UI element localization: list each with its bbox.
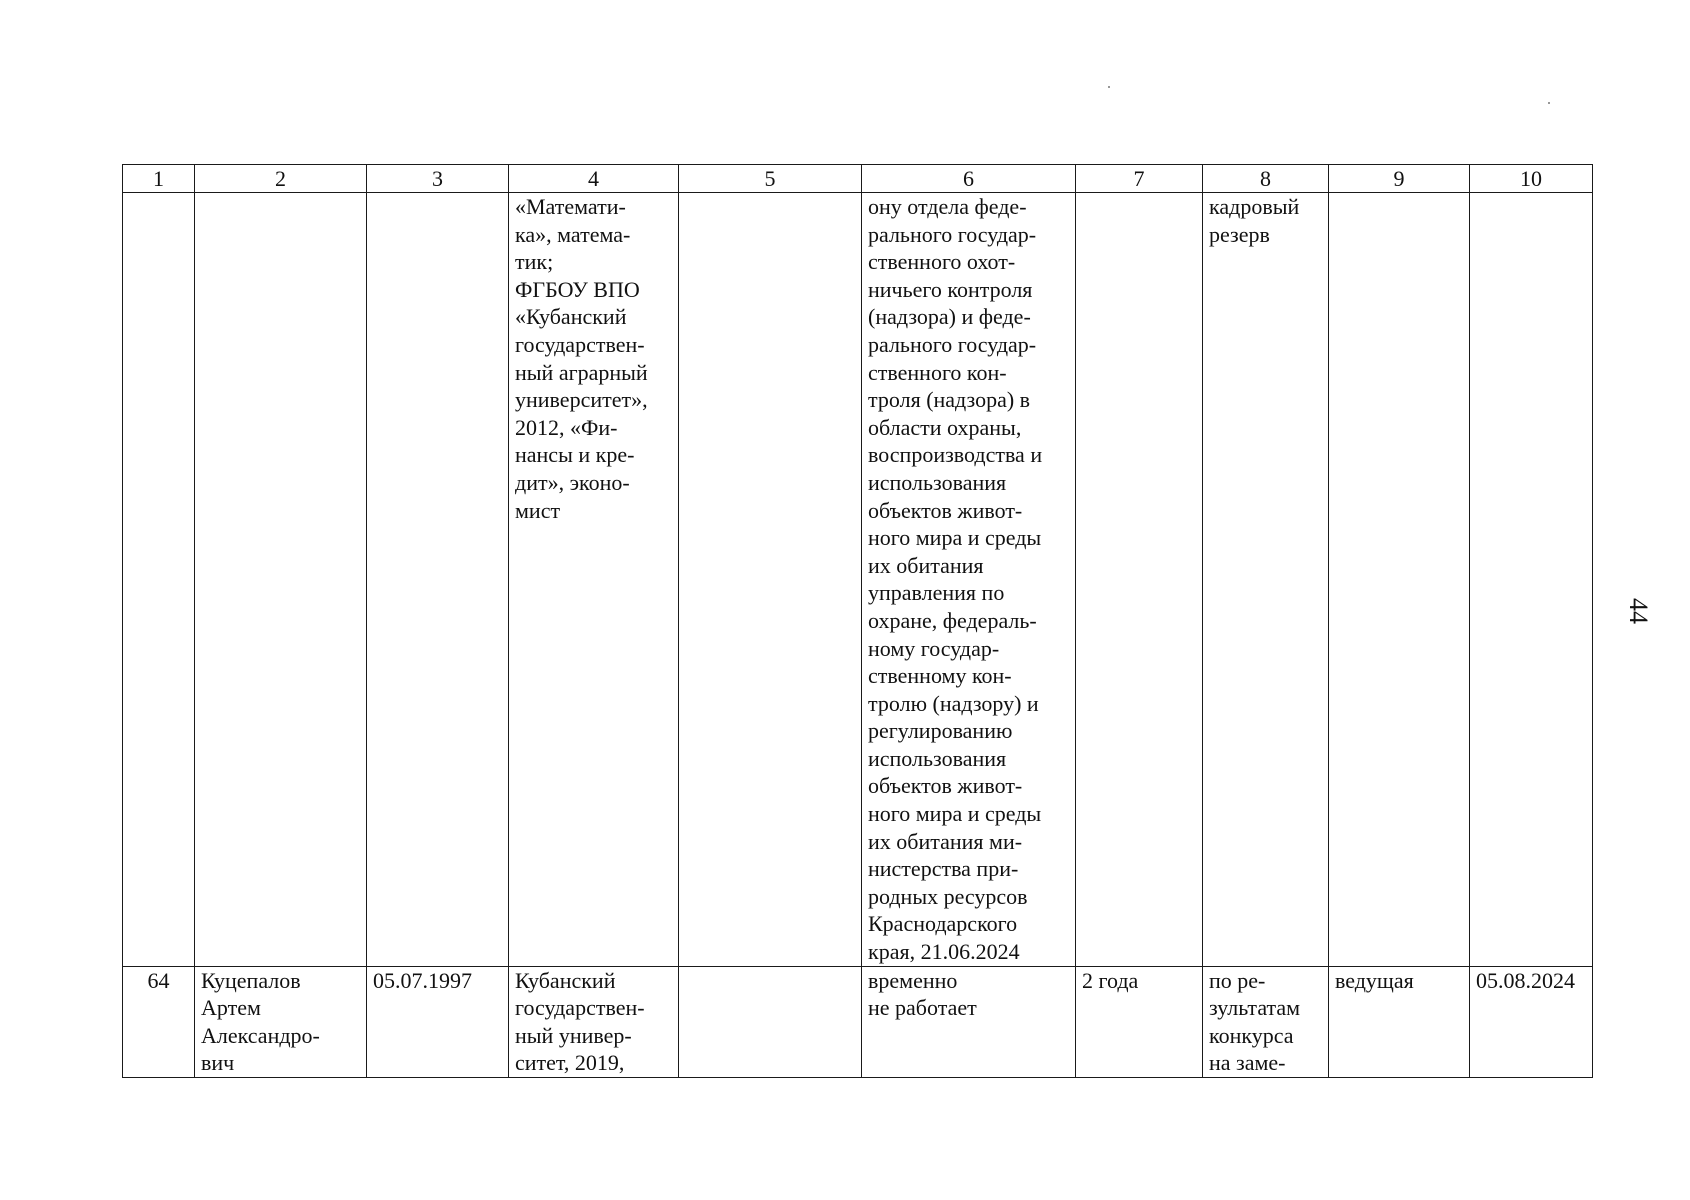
column-header-10: 10 bbox=[1470, 165, 1593, 193]
column-header-6: 6 bbox=[862, 165, 1076, 193]
column-header-4: 4 bbox=[509, 165, 679, 193]
table-cell-full-name: Куцепалов Артем Александро- вич bbox=[195, 966, 367, 1077]
table-row-continuation bbox=[123, 193, 1593, 967]
table-row-64 bbox=[123, 966, 1593, 1077]
table-cell bbox=[195, 193, 367, 967]
table-cell-basis: кадровый резерв bbox=[1203, 193, 1329, 967]
table-cell bbox=[367, 193, 509, 967]
column-header-1: 1 bbox=[123, 165, 195, 193]
table-cell bbox=[679, 193, 862, 967]
column-header-9: 9 bbox=[1329, 165, 1470, 193]
table-cell-education: «Математи- ка», матема- тик; ФГБОУ ВПО «Кубанский государствен- ный аграрный университет», 2012, «Фи- нансы и кре- дит», эконо- мист bbox=[509, 193, 679, 967]
table-cell-number: 64 bbox=[123, 966, 195, 1077]
column-header-7: 7 bbox=[1076, 165, 1203, 193]
table-cell-birth-date: 05.07.1997 bbox=[367, 966, 509, 1077]
table-cell-basis: по ре- зультатам конкурса на заме- bbox=[1203, 966, 1329, 1077]
page-number: 44 bbox=[1624, 598, 1653, 624]
table-cell bbox=[1329, 193, 1470, 967]
column-header-3: 3 bbox=[367, 165, 509, 193]
column-header-8: 8 bbox=[1203, 165, 1329, 193]
table-cell-position: ону отдела феде- рального государ- ственного охот- ничьего контроля (надзора) и феде- рального государ- ственного кон- троля (надзора) в области охраны, воспроизводства и использования объектов живот- ного мира и среды их обитания управления по охране, федераль- ному государ- ственному кон- тролю (надзору) и регулированию использования объектов живот- ного мира и среды их обитания ми- нистерства при- родных ресурсов Краснодарского края, 21.06.2024 bbox=[862, 193, 1076, 967]
table-cell-education: Кубанский государствен- ный универ- ситет, 2019, bbox=[509, 966, 679, 1077]
column-header-5: 5 bbox=[679, 165, 862, 193]
table-cell-position: временно не работает bbox=[862, 966, 1076, 1077]
personnel-table bbox=[122, 164, 1593, 1078]
column-number-row bbox=[123, 165, 1593, 193]
table-cell-date: 05.08.2024 bbox=[1470, 966, 1593, 1077]
table-cell-experience: 2 года bbox=[1076, 966, 1203, 1077]
table-cell bbox=[1076, 193, 1203, 967]
scan-speck bbox=[1548, 102, 1550, 104]
table-cell-group: ведущая bbox=[1329, 966, 1470, 1077]
table-cell bbox=[123, 193, 195, 967]
table-cell bbox=[679, 966, 862, 1077]
table-cell bbox=[1470, 193, 1593, 967]
scan-speck bbox=[1108, 86, 1110, 88]
column-header-2: 2 bbox=[195, 165, 367, 193]
